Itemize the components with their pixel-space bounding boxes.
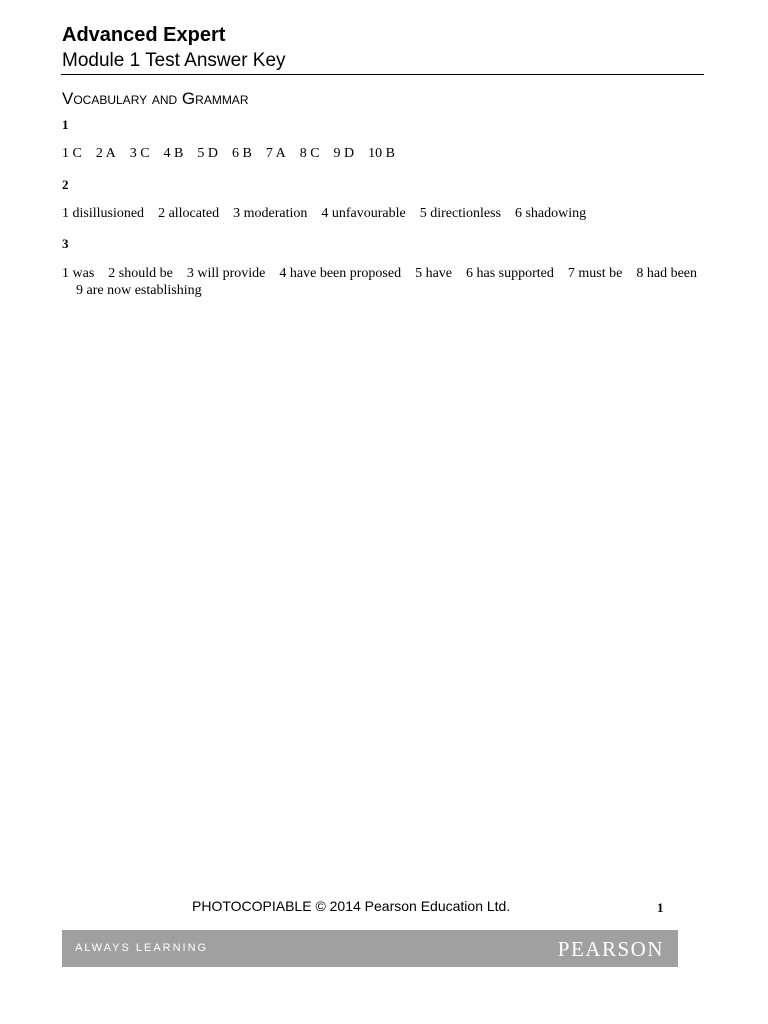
answer-item: 2 A: [95, 146, 116, 161]
answer-item: 9 D: [333, 146, 355, 161]
answer-item: 4 have been proposed: [279, 266, 402, 281]
answer-item: 10 B: [368, 146, 395, 161]
answer-item: 5 have: [415, 266, 453, 281]
answer-item: 8 had been: [636, 266, 698, 281]
tagline: ALWAYS LEARNING: [75, 942, 209, 954]
answer-item: 1 disillusioned: [62, 206, 145, 221]
answer-item: 6 B: [232, 146, 252, 161]
question-number-1: 1: [62, 117, 69, 132]
answer-item: 7 A: [265, 146, 286, 161]
answer-item: 1 was: [62, 266, 95, 281]
answer-item: 5 D: [197, 146, 218, 161]
answer-item: 2 should be: [108, 266, 173, 281]
question-number-3: 3: [62, 236, 69, 251]
answer-item: 6 has supported: [466, 266, 554, 281]
page-number: 1: [657, 900, 664, 915]
question-number-2: 2: [62, 177, 69, 192]
document-subtitle: Module 1 Test Answer Key: [62, 50, 286, 71]
footer-banner: [62, 930, 678, 967]
answer-item: 2 allocated: [158, 206, 220, 221]
answer-item: 3 C: [129, 146, 150, 161]
copyright-notice: PHOTOCOPIABLE © 2014 Pearson Education Ltd.: [192, 898, 511, 914]
answer-item: 9 are now establishing: [76, 283, 202, 298]
answer-item: 4 B: [163, 146, 184, 161]
answer-item: 7 must be: [567, 266, 623, 281]
section-heading: Vocabulary and Grammar: [62, 89, 249, 108]
answer-item: 3 moderation: [233, 206, 308, 221]
header-divider: [61, 74, 704, 75]
answer-item: 8 C: [299, 146, 320, 161]
publisher-logo: PEARSON: [557, 937, 664, 961]
answer-item: 3 will provide: [186, 266, 266, 281]
document-title: Advanced Expert: [62, 24, 226, 46]
answers-question-2: [62, 205, 702, 222]
answer-item: 5 directionless: [419, 206, 501, 221]
answers-question-1: [62, 145, 702, 162]
answers-question-3: [62, 265, 702, 299]
answer-item: 4 unfavourable: [321, 206, 406, 221]
answer-item: 1 C: [62, 146, 82, 161]
answer-item: 6 shadowing: [514, 206, 587, 221]
